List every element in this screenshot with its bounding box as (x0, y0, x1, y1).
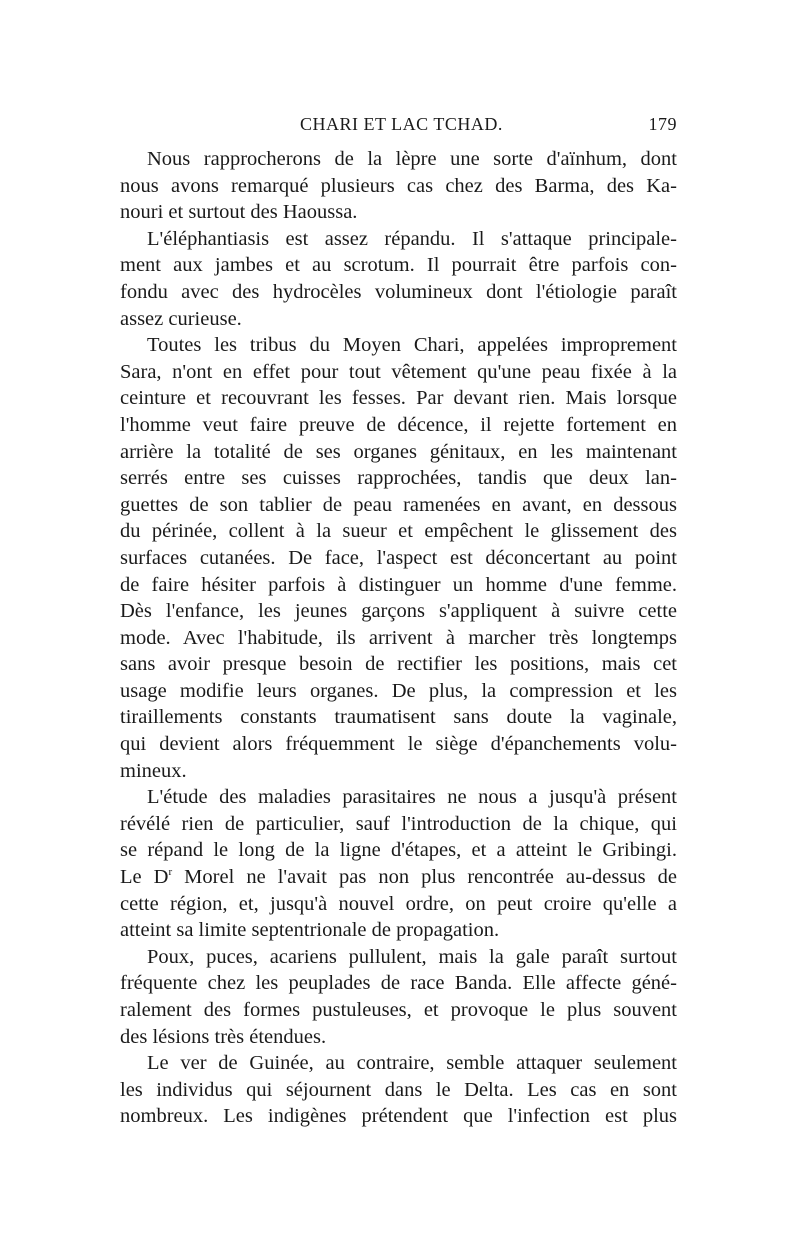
text-line: les individus qui séjournent dans le Delta. Les cas en sont (120, 1078, 677, 1101)
text-line: mode. Avec l'habitude, ils arrivent à marcher très longtemps (120, 626, 677, 649)
text-line: nous avons remarqué plusieurs cas chez des Barma, des Ka- (120, 174, 677, 197)
text-line-with-superscript (120, 864, 677, 891)
text-line: tiraillements constants traumatisent sans doute la vaginale, (120, 706, 677, 729)
text-line: des lésions très étendues. (120, 1025, 327, 1048)
text-line: Nous rapprocherons de la lèpre une sorte d'aïnhum, dont (147, 148, 677, 170)
text-line: fréquente chez les peuplades de race Banda. Elle affecte géné- (120, 972, 677, 995)
text-line: atteint sa limite septentrionale de propagation. (120, 919, 500, 942)
text-line: Poux, puces, acariens pullulent, mais la gale paraît surtout (147, 945, 677, 968)
book-page (120, 112, 677, 1130)
text-line: guettes de son tablier de peau ramenées en avant, en dessous (120, 493, 677, 516)
paragraph (120, 332, 677, 784)
text-line: Dès l'enfance, les jeunes garçons s'appliquent à suivre cette (120, 600, 677, 623)
text-line: fondu avec des hydrocèles volumineux dont l'étiologie paraît (120, 280, 677, 303)
superscript-r: r (168, 866, 173, 879)
body-text (120, 146, 677, 1130)
text-line: Le ver de Guinée, au contraire, semble attaquer seulement (147, 1052, 677, 1075)
text-line: assez curieuse. (120, 307, 242, 330)
paragraph (120, 1050, 677, 1130)
text-line: cette région, et, jusqu'à nouvel ordre, on peut croire qu'elle a (120, 892, 677, 915)
doctor-line-rest: Morel ne l'avait pas non plus rencontrée au-dessus de (172, 866, 677, 889)
running-title: CHARI ET LAC TCHAD. (300, 114, 503, 134)
text-line: L'éléphantiasis est assez répandu. Il s'attaque principale- (147, 227, 677, 250)
paragraph (120, 944, 677, 1050)
text-line: du périnée, collent à la sueur et empêchent le glissement des (120, 520, 677, 543)
paragraph (120, 146, 677, 226)
text-line: nombreux. Les indigènes prétendent que l'infection est plus (120, 1105, 677, 1128)
page-number: 179 (648, 114, 677, 134)
text-line: arrière la totalité de ses organes génitaux, en les maintenant (120, 440, 677, 463)
text-line: ment aux jambes et au scrotum. Il pourrait être parfois con- (120, 254, 677, 277)
paragraph (120, 226, 677, 332)
running-head (120, 112, 677, 146)
text-line: Toutes les tribus du Moyen Chari, appelées improprement (147, 334, 677, 357)
paragraph (120, 784, 677, 944)
text-line: L'étude des maladies parasitaires ne nous a jusqu'à présent (147, 786, 677, 809)
text-line: ralement des formes pustuleuses, et provoque le plus souvent (120, 999, 677, 1021)
text-line: ceinture et recouvrant les fesses. Par devant rien. Mais lorsque (120, 387, 677, 410)
text-line: Sara, n'ont en effet pour tout vêtement qu'une peau fixée à la (120, 360, 677, 383)
text-line: sans avoir presque besoin de rectifier les positions, mais cet (120, 653, 677, 676)
text-line: qui devient alors fréquemment le siège d'épanchements volu- (120, 733, 677, 756)
text-line: se répand le long de la ligne d'étapes, et a atteint le Gribingi. (120, 839, 677, 862)
text-line: surfaces cutanées. De face, l'aspect est déconcertant au point (120, 546, 677, 569)
text-line: l'homme veut faire preuve de décence, il rejette fortement en (120, 413, 677, 436)
text-line: usage modifie leurs organes. De plus, la compression et les (120, 679, 677, 702)
text-line: mineux. (120, 759, 187, 782)
doctor-abbrev: Le D (120, 866, 169, 889)
text-line: serrés entre ses cuisses rapprochées, tandis que deux lan- (120, 467, 677, 490)
text-line: nouri et surtout des Haoussa. (120, 201, 358, 224)
text-line: révélé rien de particulier, sauf l'introduction de la chique, qui (120, 812, 677, 835)
text-line: de faire hésiter parfois à distinguer un homme d'une femme. (120, 573, 677, 596)
